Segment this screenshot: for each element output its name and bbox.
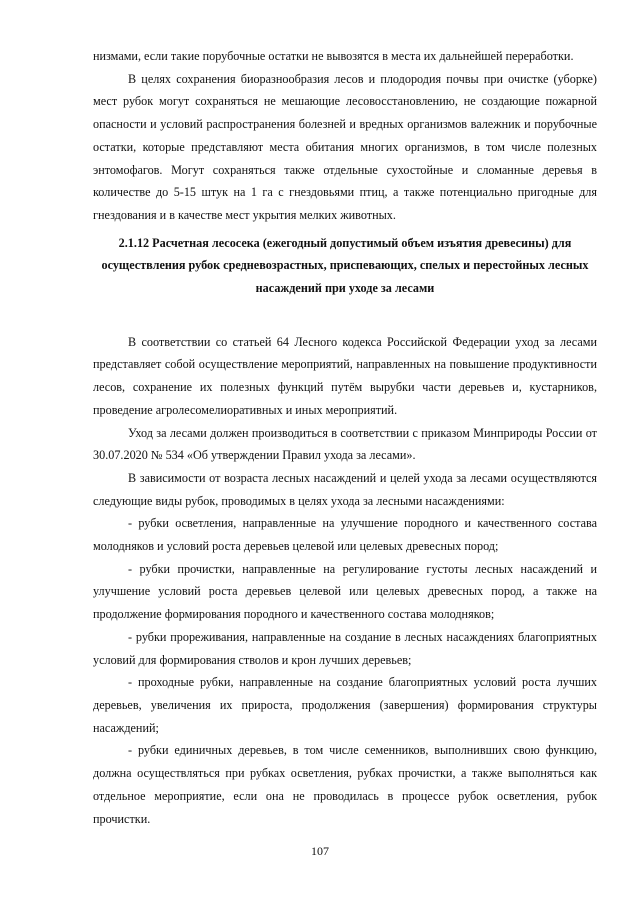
page-number: 107 [311,844,329,858]
paragraph-biodiversity: В целях сохранения биоразнообразия лесов и плодородия почвы при очистке (уборке) мест рубок могут сохраняться не мешающие лесовосстановлению, не создающие пожарной опасности и условий распространения болезней и вредных организмов валежник и порубочные остатки, которые представляют места обитания многих организмов, в том числе полезных энтомофагов. Могут сохраняться также отдельные сухостойные и сломанные деревья в количестве до 5-15 штук на 1 га с гнездовьями птиц, а также потенциально пригодные для гнездования и в качестве мест укрытия мелких животных. [93,71,597,222]
list-item-passing-cuts: - проходные рубки, направленные на создание благоприятных условий роста лучших деревьев, увеличения их прироста, продолжения (завершения) формирования структуры насаждений; [93,675,597,735]
list-item-thinning: - рубки прореживания, направленные на создание в лесных насаждениях благоприятных условий для формирования стволов и крон лучших деревьев; [93,629,597,667]
list-item-cleaning: - рубки прочистки, направленные на регулирование густоты лесных насаждений и улучшение условий роста деревьев целевой или целевых древесных пород, а также на продолжение формирования породного и качественного состава молодняков; [93,561,597,622]
paragraph-types-intro: В зависимости от возраста лесных насаждений и целей ухода за лесами осуществляются следующие виды рубок, проводимых в целях ухода за лесными насаждениями: [93,470,597,508]
paragraph-order: Уход за лесами должен производиться в соответствии с приказом Минприроды России от 30.07.2020 № 534 «Об утверждении Правил ухода за лесами». [93,425,597,463]
paragraph-forest-code: В соответствии со статьей 64 Лесного кодекса Российской Федерации уход за лесами представляет собой осуществление мероприятий, направленных на повышение продуктивности лесов, сохранение их полезных функций путём вырубки части деревьев и, кустарников, проведение агролесомелиоративных и иных мероприятий. [93,334,597,417]
document-page [93,45,597,830]
list-item-single-trees: - рубки единичных деревьев, в том числе семенников, выполнивших свою функцию, должна осуществляться при рубках осветления, рубках прочистки, а также выполняться как отдельное мероприятие, если она не проводилась в процессе рубок осветления, рубок прочистки. [93,743,597,826]
paragraph-continuation: низмами, если такие порубочные остатки не вывозятся в места их дальнейшей переработки. [93,49,574,63]
list-item-clearing: - рубки осветления, направленные на улучшение породного и качественного состава молодняков и условий роста деревьев целевой или целевых древесных пород; [93,516,597,554]
section-heading: 2.1.12 Расчетная лесосека (ежегодный допустимый объем изъятия древесины) для осуществления рубок средневозрастных, приспевающих, спелых и перестойных лесных насаждений при уходе за лесами [101,235,589,296]
